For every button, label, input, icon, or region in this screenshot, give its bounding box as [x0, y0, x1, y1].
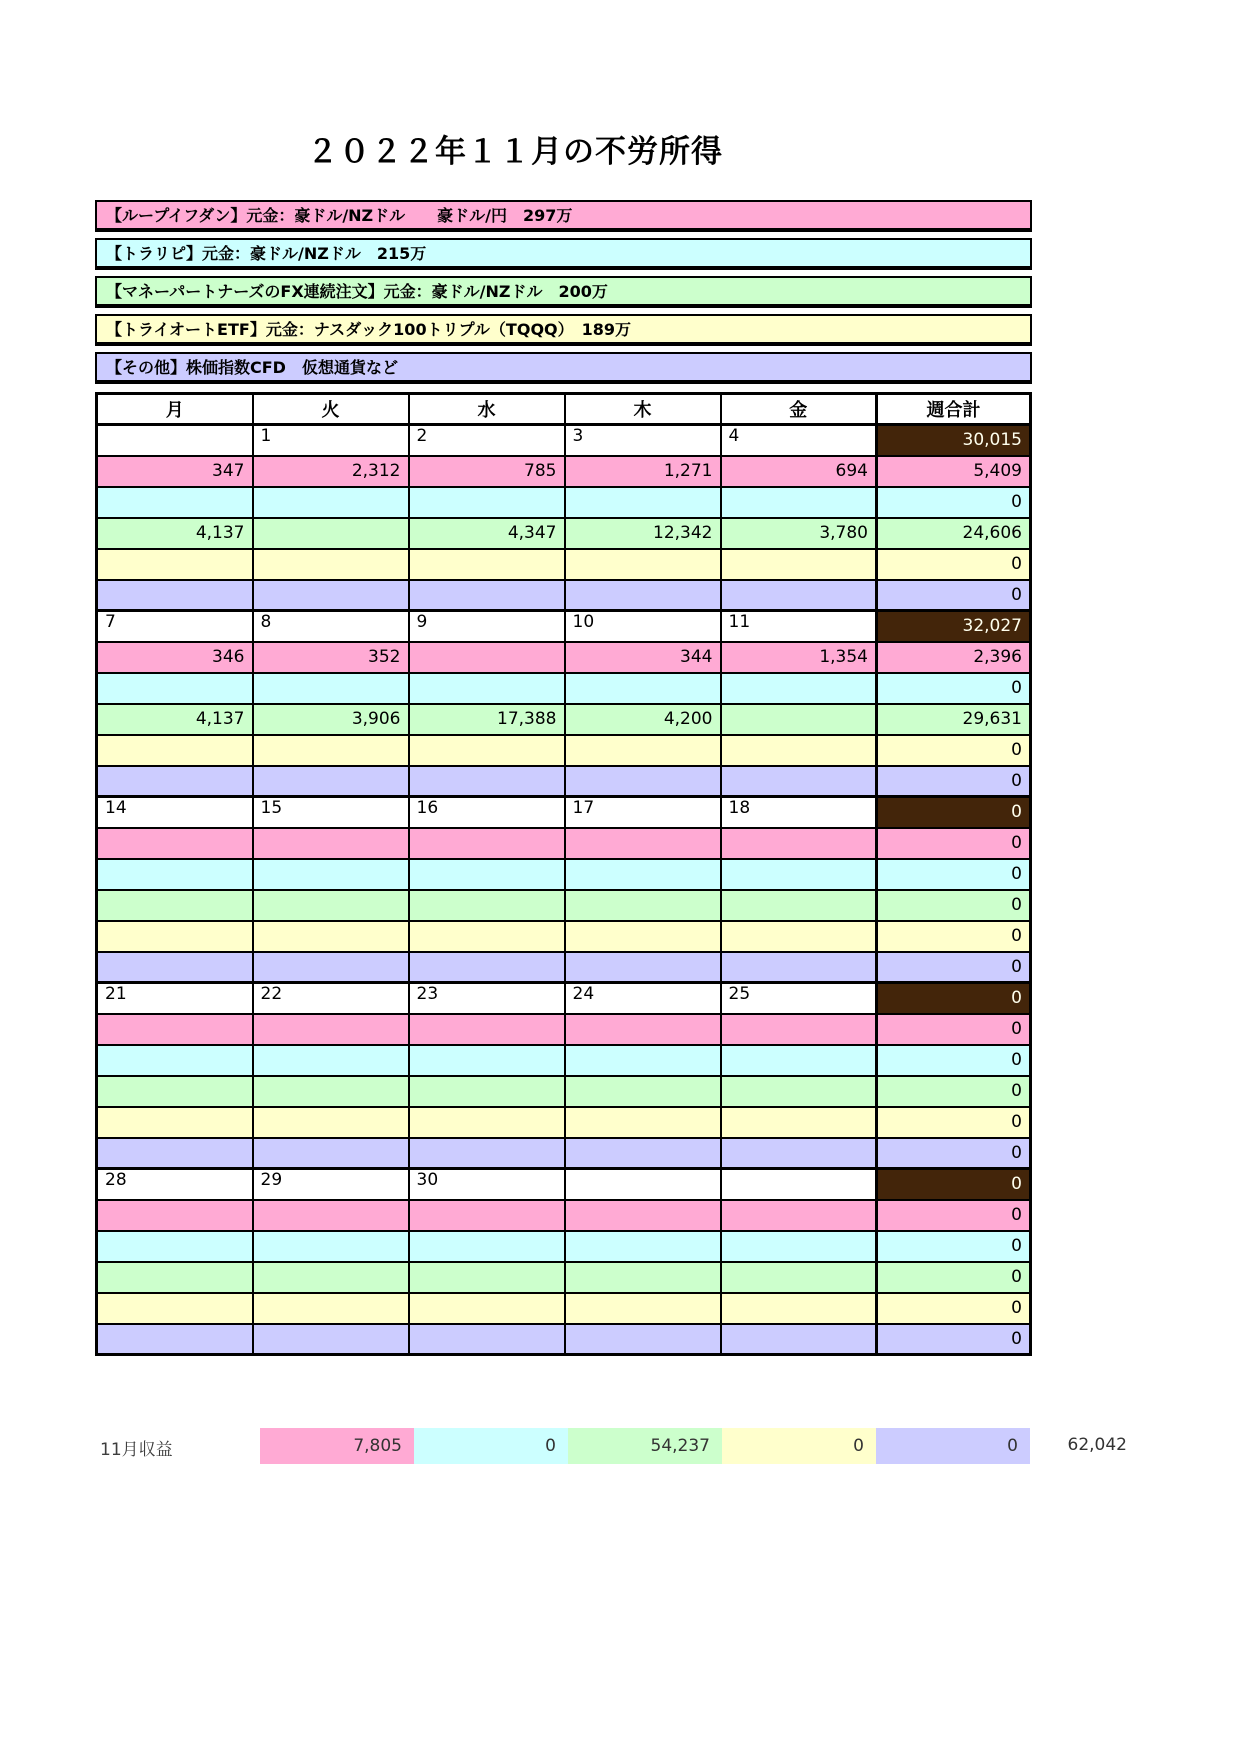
week-5-loop-ifudan-row	[97, 1200, 1031, 1231]
summary-cell-green: 54,237	[568, 1428, 722, 1464]
week-total-header: 週合計	[877, 394, 1031, 425]
toraripi-week-total-cell: 0	[877, 859, 1031, 890]
loop-ifudan-value-cell	[97, 1200, 253, 1231]
money-partners-value-cell	[253, 518, 409, 549]
triauto-etf-value-cell	[253, 921, 409, 952]
week-1-other-row	[97, 580, 1031, 611]
loop-ifudan-value-cell: 347	[97, 456, 253, 487]
money-partners-value-cell: 4,137	[97, 704, 253, 735]
toraripi-value-cell	[721, 487, 877, 518]
week-4-money-partners-row	[97, 1076, 1031, 1107]
money-partners-value-cell	[409, 1262, 565, 1293]
strategy-banner-purple: 【その他】株価指数CFD 仮想通貨など	[95, 352, 1032, 384]
day-header-4: 金	[721, 394, 877, 425]
other-value-cell	[565, 952, 721, 983]
loop-ifudan-value-cell	[253, 828, 409, 859]
strategy-banner-yellow: 【トライオートETF】元金：ナスダック100トリプル（TQQQ） 189万	[95, 314, 1032, 346]
week-4-toraripi-row	[97, 1045, 1031, 1076]
money-partners-value-cell	[253, 890, 409, 921]
loop-ifudan-value-cell	[409, 642, 565, 673]
date-cell: 1	[253, 425, 409, 456]
loop-ifudan-value-cell	[565, 1014, 721, 1045]
calendar-header	[97, 394, 1031, 425]
date-cell	[565, 1169, 721, 1200]
date-cell: 14	[97, 797, 253, 828]
money-partners-value-cell	[253, 1262, 409, 1293]
summary-label: 11月収益	[100, 1440, 173, 1460]
date-cell: 23	[409, 983, 565, 1014]
week-1-date-row	[97, 425, 1031, 456]
loop-ifudan-value-cell: 344	[565, 642, 721, 673]
date-cell: 2	[409, 425, 565, 456]
week-5-date-row	[97, 1169, 1031, 1200]
money-partners-value-cell	[565, 1262, 721, 1293]
loop-ifudan-value-cell	[253, 1200, 409, 1231]
triauto-etf-value-cell	[721, 1293, 877, 1324]
toraripi-value-cell	[409, 859, 565, 890]
other-value-cell	[409, 952, 565, 983]
toraripi-week-total-cell: 0	[877, 1231, 1031, 1262]
date-cell: 4	[721, 425, 877, 456]
money-partners-value-cell	[253, 1076, 409, 1107]
other-value-cell	[97, 952, 253, 983]
money-partners-value-cell	[97, 1076, 253, 1107]
week-total-cell: 0	[877, 983, 1031, 1014]
date-cell: 18	[721, 797, 877, 828]
loop-ifudan-value-cell: 785	[409, 456, 565, 487]
other-value-cell	[97, 1138, 253, 1169]
other-value-cell	[409, 580, 565, 611]
week-4-other-row	[97, 1138, 1031, 1169]
week-3-loop-ifudan-row	[97, 828, 1031, 859]
loop-ifudan-value-cell: 694	[721, 456, 877, 487]
loop-ifudan-value-cell: 352	[253, 642, 409, 673]
week-1-loop-ifudan-row	[97, 456, 1031, 487]
triauto-etf-value-cell	[97, 921, 253, 952]
triauto-etf-value-cell	[97, 1107, 253, 1138]
date-cell: 10	[565, 611, 721, 642]
other-value-cell	[721, 952, 877, 983]
week-4-triauto-etf-row	[97, 1107, 1031, 1138]
other-value-cell	[565, 766, 721, 797]
toraripi-value-cell	[97, 487, 253, 518]
loop-ifudan-value-cell	[97, 828, 253, 859]
loop-ifudan-value-cell: 1,271	[565, 456, 721, 487]
toraripi-value-cell	[409, 487, 565, 518]
other-week-total-cell: 0	[877, 1138, 1031, 1169]
triauto-etf-value-cell	[565, 1293, 721, 1324]
monthly-summary-row	[0, 1428, 1240, 1464]
week-3-triauto-etf-row	[97, 921, 1031, 952]
date-cell: 24	[565, 983, 721, 1014]
toraripi-value-cell	[565, 859, 721, 890]
day-header-1: 火	[253, 394, 409, 425]
money-partners-value-cell: 3,906	[253, 704, 409, 735]
money-partners-value-cell: 4,347	[409, 518, 565, 549]
date-cell: 7	[97, 611, 253, 642]
other-value-cell	[409, 1324, 565, 1355]
other-value-cell	[253, 1138, 409, 1169]
loop-ifudan-value-cell	[721, 828, 877, 859]
toraripi-week-total-cell: 0	[877, 673, 1031, 704]
day-header-0: 月	[97, 394, 253, 425]
week-4-loop-ifudan-row	[97, 1014, 1031, 1045]
toraripi-value-cell	[97, 1231, 253, 1262]
triauto-etf-value-cell	[409, 921, 565, 952]
other-week-total-cell: 0	[877, 952, 1031, 983]
money-partners-value-cell	[721, 1262, 877, 1293]
triauto-etf-value-cell	[409, 735, 565, 766]
other-week-total-cell: 0	[877, 766, 1031, 797]
date-cell: 16	[409, 797, 565, 828]
toraripi-value-cell	[253, 1045, 409, 1076]
triauto-etf-value-cell	[565, 735, 721, 766]
toraripi-value-cell	[565, 673, 721, 704]
week-2-money-partners-row	[97, 704, 1031, 735]
grand-total-value: 62,042	[1067, 1435, 1127, 1455]
money-partners-week-total-cell: 24,606	[877, 518, 1031, 549]
money-partners-week-total-cell: 0	[877, 890, 1031, 921]
money-partners-value-cell	[409, 1076, 565, 1107]
week-1-toraripi-row	[97, 487, 1031, 518]
week-3-other-row	[97, 952, 1031, 983]
triauto-etf-value-cell	[409, 549, 565, 580]
loop-ifudan-value-cell	[721, 1200, 877, 1231]
strategy-banner-green: 【マネーパートナーズのFX連続注文】元金：豪ドル/NZドル 200万	[95, 276, 1032, 308]
money-partners-value-cell	[565, 890, 721, 921]
week-2-toraripi-row	[97, 673, 1031, 704]
triauto-etf-value-cell	[409, 1107, 565, 1138]
triauto-etf-value-cell	[97, 1293, 253, 1324]
loop-ifudan-week-total-cell: 0	[877, 828, 1031, 859]
week-4-date-row	[97, 983, 1031, 1014]
other-value-cell	[253, 580, 409, 611]
loop-ifudan-value-cell	[97, 1014, 253, 1045]
toraripi-value-cell	[97, 1045, 253, 1076]
triauto-etf-value-cell	[409, 1293, 565, 1324]
toraripi-value-cell	[409, 1231, 565, 1262]
triauto-etf-value-cell	[721, 1107, 877, 1138]
loop-ifudan-value-cell: 2,312	[253, 456, 409, 487]
date-cell: 3	[565, 425, 721, 456]
loop-ifudan-value-cell	[565, 1200, 721, 1231]
triauto-etf-value-cell	[253, 549, 409, 580]
other-value-cell	[409, 1138, 565, 1169]
loop-ifudan-week-total-cell: 0	[877, 1200, 1031, 1231]
toraripi-value-cell	[565, 1045, 721, 1076]
other-value-cell	[721, 766, 877, 797]
date-cell: 15	[253, 797, 409, 828]
toraripi-value-cell	[253, 487, 409, 518]
triauto-etf-week-total-cell: 0	[877, 1293, 1031, 1324]
toraripi-value-cell	[721, 1045, 877, 1076]
other-value-cell	[721, 580, 877, 611]
loop-ifudan-value-cell	[253, 1014, 409, 1045]
week-total-cell: 30,015	[877, 425, 1031, 456]
summary-cell-purple: 0	[876, 1428, 1030, 1464]
triauto-etf-value-cell	[253, 1107, 409, 1138]
date-cell	[721, 1169, 877, 1200]
summary-cell-yellow: 0	[722, 1428, 876, 1464]
toraripi-value-cell	[565, 487, 721, 518]
loop-ifudan-value-cell: 1,354	[721, 642, 877, 673]
money-partners-value-cell	[565, 1076, 721, 1107]
loop-ifudan-week-total-cell: 5,409	[877, 456, 1031, 487]
strategy-banners	[95, 200, 1032, 390]
toraripi-week-total-cell: 0	[877, 1045, 1031, 1076]
money-partners-value-cell: 4,200	[565, 704, 721, 735]
toraripi-value-cell	[565, 1231, 721, 1262]
date-cell	[97, 425, 253, 456]
other-value-cell	[97, 1324, 253, 1355]
loop-ifudan-week-total-cell: 0	[877, 1014, 1031, 1045]
money-partners-value-cell: 3,780	[721, 518, 877, 549]
date-cell: 9	[409, 611, 565, 642]
week-2-date-row	[97, 611, 1031, 642]
loop-ifudan-value-cell	[409, 828, 565, 859]
money-partners-value-cell: 12,342	[565, 518, 721, 549]
week-3-money-partners-row	[97, 890, 1031, 921]
toraripi-value-cell	[409, 1045, 565, 1076]
loop-ifudan-value-cell	[409, 1200, 565, 1231]
toraripi-value-cell	[721, 859, 877, 890]
other-value-cell	[565, 1138, 721, 1169]
triauto-etf-value-cell	[97, 549, 253, 580]
date-cell: 8	[253, 611, 409, 642]
loop-ifudan-value-cell: 346	[97, 642, 253, 673]
loop-ifudan-value-cell	[409, 1014, 565, 1045]
money-partners-value-cell	[721, 890, 877, 921]
triauto-etf-value-cell	[565, 549, 721, 580]
loop-ifudan-value-cell	[565, 828, 721, 859]
other-value-cell	[253, 952, 409, 983]
other-value-cell	[565, 580, 721, 611]
date-cell: 29	[253, 1169, 409, 1200]
strategy-banner-pink: 【ループイフダン】元金：豪ドル/NZドル 豪ドル/円 297万	[95, 200, 1032, 232]
week-3-date-row	[97, 797, 1031, 828]
money-partners-week-total-cell: 0	[877, 1076, 1031, 1107]
other-value-cell	[97, 580, 253, 611]
other-week-total-cell: 0	[877, 1324, 1031, 1355]
toraripi-value-cell	[721, 1231, 877, 1262]
summary-cell-pink: 7,805	[260, 1428, 414, 1464]
triauto-etf-value-cell	[253, 735, 409, 766]
money-partners-value-cell	[97, 890, 253, 921]
money-partners-value-cell: 4,137	[97, 518, 253, 549]
other-value-cell	[253, 1324, 409, 1355]
day-header-3: 木	[565, 394, 721, 425]
week-total-cell: 0	[877, 1169, 1031, 1200]
page-title: ２０２２年１１月の不労所得	[307, 134, 723, 170]
other-value-cell	[721, 1138, 877, 1169]
other-value-cell	[97, 766, 253, 797]
date-cell: 11	[721, 611, 877, 642]
triauto-etf-week-total-cell: 0	[877, 735, 1031, 766]
week-total-cell: 32,027	[877, 611, 1031, 642]
date-cell: 30	[409, 1169, 565, 1200]
week-5-toraripi-row	[97, 1231, 1031, 1262]
toraripi-value-cell	[253, 859, 409, 890]
date-cell: 25	[721, 983, 877, 1014]
triauto-etf-value-cell	[721, 921, 877, 952]
triauto-etf-value-cell	[253, 1293, 409, 1324]
week-1-triauto-etf-row	[97, 549, 1031, 580]
date-cell: 21	[97, 983, 253, 1014]
money-partners-value-cell	[721, 1076, 877, 1107]
week-1-money-partners-row	[97, 518, 1031, 549]
triauto-etf-week-total-cell: 0	[877, 549, 1031, 580]
other-value-cell	[721, 1324, 877, 1355]
triauto-etf-value-cell	[721, 735, 877, 766]
date-cell: 22	[253, 983, 409, 1014]
money-partners-value-cell	[97, 1262, 253, 1293]
toraripi-value-cell	[409, 673, 565, 704]
other-week-total-cell: 0	[877, 580, 1031, 611]
week-5-other-row	[97, 1324, 1031, 1355]
triauto-etf-value-cell	[721, 549, 877, 580]
week-5-money-partners-row	[97, 1262, 1031, 1293]
toraripi-value-cell	[253, 673, 409, 704]
money-partners-week-total-cell: 0	[877, 1262, 1031, 1293]
other-value-cell	[409, 766, 565, 797]
toraripi-value-cell	[97, 859, 253, 890]
day-header-2: 水	[409, 394, 565, 425]
triauto-etf-week-total-cell: 0	[877, 1107, 1031, 1138]
money-partners-value-cell	[721, 704, 877, 735]
money-partners-value-cell: 17,388	[409, 704, 565, 735]
week-2-other-row	[97, 766, 1031, 797]
week-2-triauto-etf-row	[97, 735, 1031, 766]
loop-ifudan-value-cell	[721, 1014, 877, 1045]
week-total-cell: 0	[877, 797, 1031, 828]
triauto-etf-value-cell	[565, 1107, 721, 1138]
week-5-triauto-etf-row	[97, 1293, 1031, 1324]
income-calendar-table	[95, 392, 1032, 1356]
loop-ifudan-week-total-cell: 2,396	[877, 642, 1031, 673]
date-cell: 28	[97, 1169, 253, 1200]
money-partners-week-total-cell: 29,631	[877, 704, 1031, 735]
triauto-etf-week-total-cell: 0	[877, 921, 1031, 952]
toraripi-week-total-cell: 0	[877, 487, 1031, 518]
triauto-etf-value-cell	[565, 921, 721, 952]
toraripi-value-cell	[721, 673, 877, 704]
calendar-body	[97, 425, 1031, 1355]
week-3-toraripi-row	[97, 859, 1031, 890]
toraripi-value-cell	[97, 673, 253, 704]
toraripi-value-cell	[253, 1231, 409, 1262]
other-value-cell	[253, 766, 409, 797]
date-cell: 17	[565, 797, 721, 828]
week-2-loop-ifudan-row	[97, 642, 1031, 673]
strategy-banner-cyan: 【トラリピ】元金：豪ドル/NZドル 215万	[95, 238, 1032, 270]
triauto-etf-value-cell	[97, 735, 253, 766]
summary-cell-cyan: 0	[414, 1428, 568, 1464]
money-partners-value-cell	[409, 890, 565, 921]
other-value-cell	[565, 1324, 721, 1355]
